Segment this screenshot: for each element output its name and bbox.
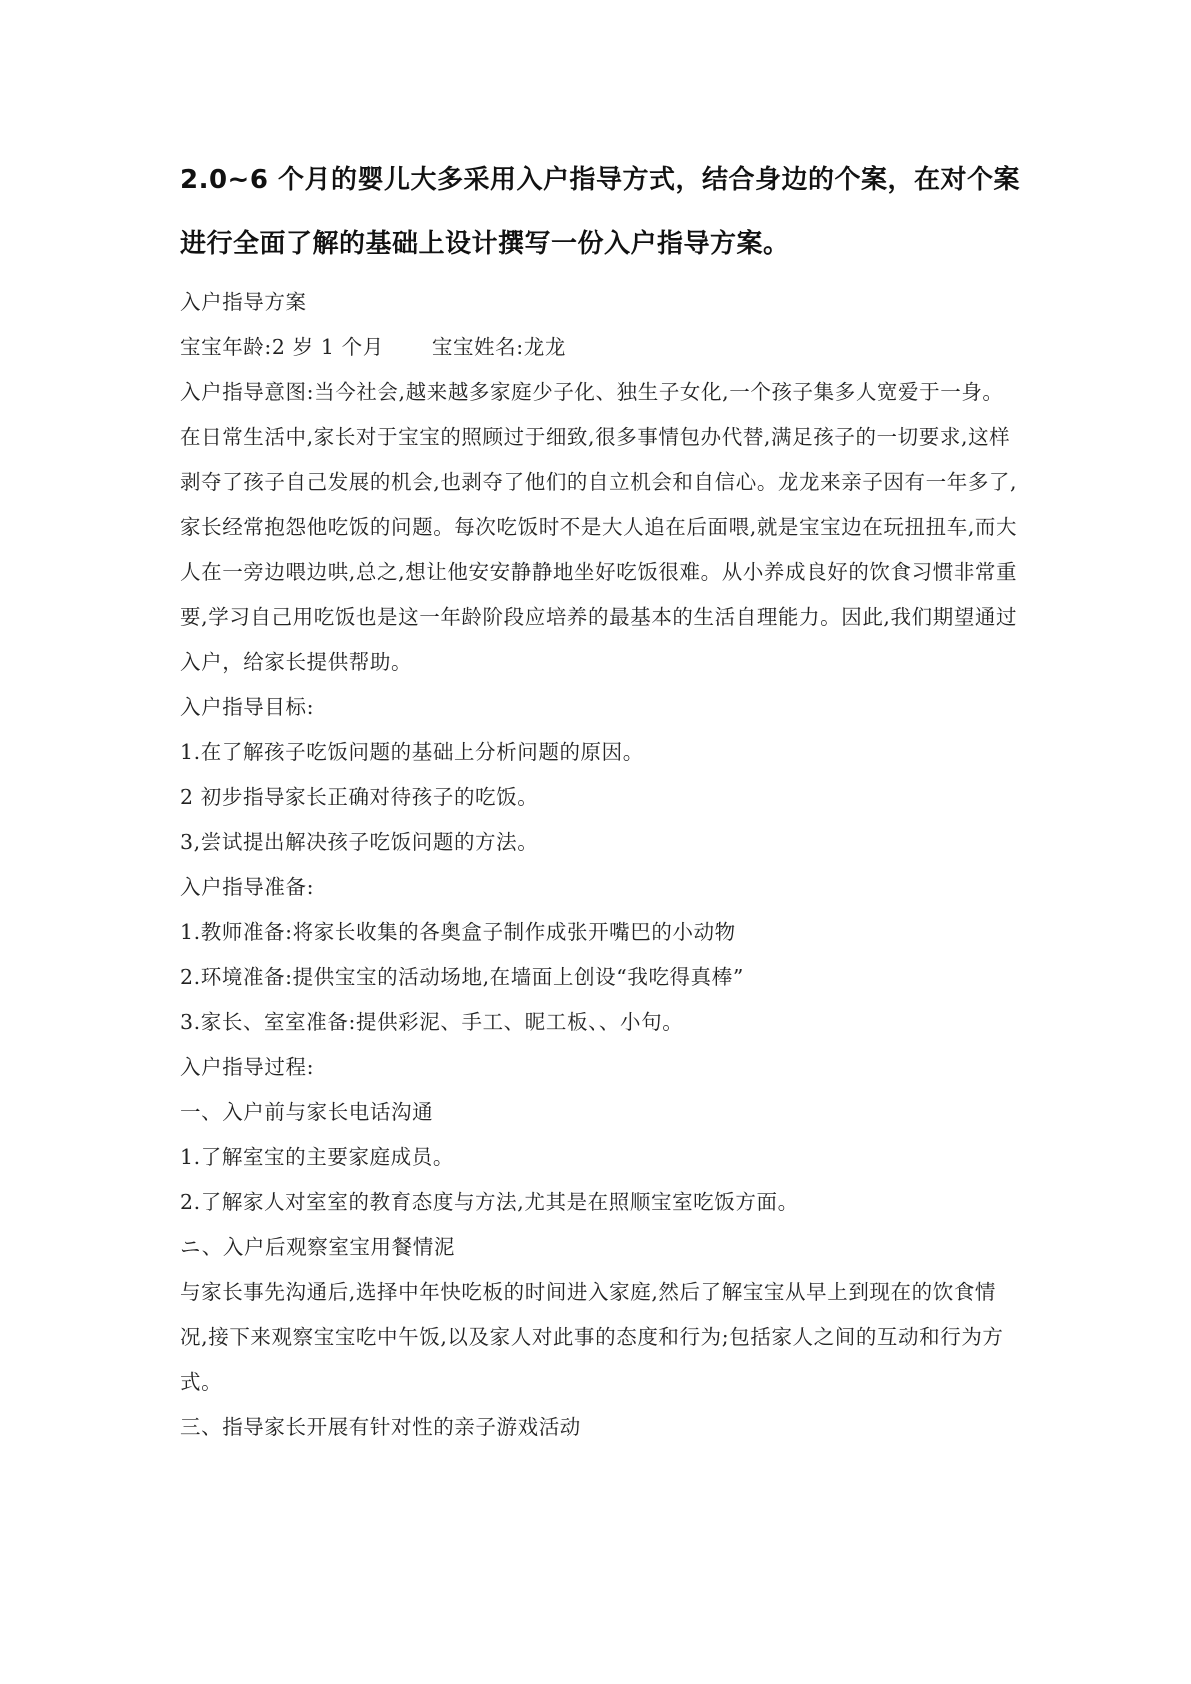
- process-label: 入户指导过程:: [180, 1055, 315, 1079]
- section-title: 三、指导家长开展有针对性的亲子游戏活动: [180, 1415, 581, 1439]
- prep-item: 1.教师准备:将家长收集的各奥盒子制作成张开嘴巴的小动物: [180, 920, 736, 944]
- question-heading: 2.0~6 个月的婴儿大多采用入户指导方式，结合身边的个案，在对个案进行全面了解的基础上设计撰写一份入户指导方案。: [180, 165, 1020, 259]
- prep-item: 3.家长、室室准备:提供彩泥、手工、昵工板、、小句。: [180, 1010, 684, 1034]
- baby-age: 宝宝年龄:2 岁 1 个月: [180, 335, 384, 359]
- section-title: ニ、入户后观察室宝用餐情泥: [180, 1235, 455, 1259]
- baby-name: 宝宝姓名:龙龙: [431, 335, 566, 359]
- goal-item: 3,尝试提出解决孩子吃饭问题的方法。: [180, 830, 539, 854]
- prep-item: 2.环境准备:提供宝宝的活动场地,在墙面上创设“我吃得真棒”: [180, 965, 744, 989]
- section-title: 一、入户前与家长电话沟通: [180, 1100, 434, 1124]
- section-item: 2.了解家人对室室的教育态度与方法,尤其是在照顺宝室吃饭方面。: [180, 1190, 799, 1214]
- baby-info-line: [180, 325, 1022, 370]
- section-paragraph: 与家长事先沟通后,选择中年快吃板的时间进入家庭,然后了解宝宝从早上到现在的饮食情况,接下来观察宝宝吃中午饭,以及家人对此事的态度和行为;包括家人之间的互动和行为方式。: [180, 1280, 1004, 1394]
- intent-paragraph: 入户指导意图:当今社会,越来越多家庭少子化、独生子女化,一个孩子集多人宽爱于一身。在日常生活中,家长对于宝宝的照顾过于细致,很多事情包办代替,满足孩子的一切要求,这样剥夺了孩子自己发展的机会,也剥夺了他们的自立机会和自信心。龙龙来亲子因有一年多了,家长经常抱怨他吃饭的问题。每次吃饭时不是大人追在后面喂,就是宝宝边在玩扭扭车,而大人在一旁边喂边哄,总之,想让他安安静静地坐好吃饭很难。从小养成良好的饮食习惯非常重要,学习自己用吃饭也是这一年龄阶段应培养的最基本的生活自理能力。因此,我们期望通过入户，给家长提供帮助。: [180, 380, 1018, 674]
- prep-label: 入户指导准备:: [180, 875, 315, 899]
- section-item: 1.了解室宝的主要家庭成员。: [180, 1145, 454, 1169]
- document-page: [180, 148, 1022, 1450]
- plan-title: 入户指导方案: [180, 290, 307, 314]
- goal-item: 2 初步指导家长正确对待孩子的吃饭。: [180, 785, 539, 809]
- goal-item: 1.在了解孩子吃饭问题的基础上分析问题的原因。: [180, 740, 644, 764]
- goals-label: 入户指导目标:: [180, 695, 315, 719]
